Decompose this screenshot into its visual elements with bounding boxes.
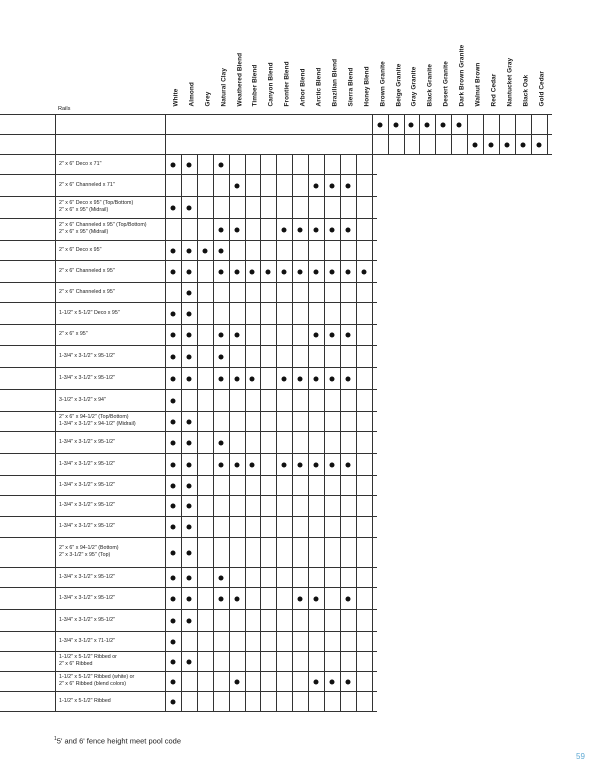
availability-dot <box>234 269 239 274</box>
table-row-divider <box>0 651 377 652</box>
availability-dot <box>186 290 191 295</box>
availability-dot <box>218 333 223 338</box>
grid-col-line <box>245 154 246 711</box>
color-header <box>404 0 420 114</box>
grid-col-line <box>324 154 325 711</box>
availability-dot <box>186 376 191 381</box>
availability-dot <box>329 376 334 381</box>
footnote-mark: 1 <box>54 736 57 742</box>
color-header-label: Nantucket Gray <box>506 57 514 107</box>
availability-dot <box>186 483 191 488</box>
availability-dot <box>170 618 175 623</box>
availability-dot <box>170 504 175 509</box>
availability-dot <box>314 183 319 188</box>
availability-dot <box>234 227 239 232</box>
rail-spec: 1-1/2" x 5-1/2" Ribbed or 2" x 6" Ribbed <box>59 654 117 667</box>
color-header <box>197 0 213 114</box>
color-header <box>419 0 435 114</box>
color-header-label: Red Cedar <box>490 73 498 107</box>
availability-dot <box>170 354 175 359</box>
color-header <box>308 0 324 114</box>
availability-dot <box>218 440 223 445</box>
table-row-divider <box>0 411 377 412</box>
color-header-label: Timber Blend <box>251 64 259 107</box>
availability-dot <box>298 376 303 381</box>
availability-dot <box>329 269 334 274</box>
table-row-divider <box>0 671 377 672</box>
rail-spec: 1-3/4" x 3-1/2" x 95-1/2" <box>59 460 115 467</box>
color-header-label: Natural Clay <box>220 68 228 107</box>
availability-dot <box>218 227 223 232</box>
color-header <box>356 0 372 114</box>
rail-column-border <box>55 114 56 154</box>
availability-dot <box>170 376 175 381</box>
availability-dot <box>425 123 430 128</box>
availability-dot <box>170 333 175 338</box>
availability-dot <box>186 162 191 167</box>
grid-col-line <box>531 114 532 154</box>
color-header <box>292 0 308 114</box>
availability-dot <box>234 376 239 381</box>
availability-dot <box>170 462 175 467</box>
table-row-divider <box>0 631 377 632</box>
grid-col-line <box>483 114 484 154</box>
color-header-label: Arbor Blend <box>299 68 307 107</box>
color-header <box>213 0 229 114</box>
color-header-label: Arctic Blend <box>315 67 323 107</box>
availability-dot <box>234 462 239 467</box>
rail-column-border <box>55 154 56 711</box>
availability-dot <box>170 679 175 684</box>
table-row-divider <box>0 367 377 368</box>
rail-spec: 2" x 6" Deco x 95" <box>59 246 102 253</box>
rail-spec: 1-1/2" x 5-1/2" Ribbed <box>59 697 111 704</box>
availability-dot <box>345 227 350 232</box>
rail-spec: 1-3/4" x 3-1/2" x 95-1/2" <box>59 438 115 445</box>
color-header <box>499 0 515 114</box>
table-row-divider <box>0 134 552 135</box>
availability-dot <box>186 419 191 424</box>
availability-dot <box>234 596 239 601</box>
table-row-divider <box>0 431 377 432</box>
color-header <box>388 0 404 114</box>
rail-spec: 1-3/4" x 3-1/2" x 95-1/2" <box>59 481 115 488</box>
availability-dot <box>218 575 223 580</box>
color-header <box>340 0 356 114</box>
availability-dot <box>282 227 287 232</box>
table-row-divider <box>0 282 377 283</box>
availability-dot <box>520 143 525 148</box>
table-row-divider <box>0 711 377 712</box>
grid-col-line <box>181 154 182 711</box>
rail-spec: 3-1/2" x 3-1/2" x 94" <box>59 396 106 403</box>
availability-dot <box>186 575 191 580</box>
availability-dot <box>345 183 350 188</box>
color-header-label: Canyon Blend <box>267 62 275 107</box>
table-row-divider <box>0 609 377 610</box>
rail-spec: 1-3/4" x 3-1/2" x 71-1/2" <box>59 637 115 644</box>
color-header <box>324 0 340 114</box>
availability-dot <box>186 440 191 445</box>
availability-dot <box>170 483 175 488</box>
availability-dot <box>186 333 191 338</box>
availability-dot <box>170 311 175 316</box>
color-header <box>165 0 181 114</box>
color-header-label: Desert Granite <box>442 61 450 107</box>
availability-dot <box>170 440 175 445</box>
page-number: 59 <box>576 752 585 761</box>
color-header-label: Dark Brown Granite <box>458 44 466 107</box>
availability-dot <box>298 596 303 601</box>
availability-dot <box>314 269 319 274</box>
grid-col-line <box>419 114 420 154</box>
availability-dot <box>298 462 303 467</box>
availability-dot <box>170 398 175 403</box>
availability-dot <box>409 123 414 128</box>
availability-dot <box>218 376 223 381</box>
grid-col-line <box>356 154 357 711</box>
table-row-divider <box>0 537 377 538</box>
table-row-divider <box>0 567 377 568</box>
rail-spec: 1-3/4" x 3-1/2" x 95-1/2" <box>59 594 115 601</box>
rail-spec: 2" x 6" x 94-1/2" (Top/Bottom) 1-3/4" x 3-1/2" x 94-1/2" (Midrail) <box>59 414 136 427</box>
table-row-divider <box>0 516 377 517</box>
color-header-label: Almond <box>188 82 196 107</box>
table-row-divider <box>0 475 377 476</box>
availability-dot <box>329 227 334 232</box>
availability-dot <box>361 269 366 274</box>
availability-dot <box>282 462 287 467</box>
grid-col-line <box>499 114 500 154</box>
availability-dot <box>345 596 350 601</box>
color-header <box>467 0 483 114</box>
availability-dot <box>314 376 319 381</box>
availability-dot <box>186 205 191 210</box>
availability-dot <box>170 269 175 274</box>
availability-dot <box>170 639 175 644</box>
rail-spec: 1-3/4" x 3-1/2" x 95-1/2" <box>59 573 115 580</box>
availability-dot <box>536 143 541 148</box>
rail-spec: 2" x 6" x 95" <box>59 331 88 337</box>
grid-col-line <box>229 154 230 711</box>
availability-dot <box>170 659 175 664</box>
rail-spec: 1-1/2" x 5-1/2" Deco x 95" <box>59 309 120 316</box>
color-header <box>260 0 276 114</box>
table-row-divider <box>0 196 377 197</box>
grid-col-line <box>372 154 373 711</box>
color-header <box>531 0 547 114</box>
color-header-label: Black Oak <box>522 74 530 107</box>
availability-dot <box>218 596 223 601</box>
color-header <box>451 0 467 114</box>
rail-spec: 1-3/4" x 3-1/2" x 95-1/2" <box>59 616 115 623</box>
color-header-label: Brown Granite <box>379 61 387 107</box>
grid-col-line <box>547 114 548 154</box>
color-header <box>181 0 197 114</box>
availability-dot <box>250 376 255 381</box>
rail-spec: 1-3/4" x 3-1/2" x 95-1/2" <box>59 502 115 508</box>
color-header <box>372 0 388 114</box>
footnote <box>54 736 181 746</box>
availability-dot <box>441 123 446 128</box>
availability-dot <box>345 376 350 381</box>
color-header-label: Weathered Blend <box>236 52 244 107</box>
rail-spec: 2" x 6" Deco x 95" (Top/Bottom) 2" x 6" x 95" (Midrail) <box>59 200 134 213</box>
table-row-divider <box>0 324 377 325</box>
availability-dot <box>202 248 207 253</box>
table-row-divider <box>0 302 377 303</box>
color-header-label: Gold Cedar <box>538 71 546 107</box>
availability-dot <box>314 462 319 467</box>
availability-dot <box>186 596 191 601</box>
grid-col-line <box>165 154 166 711</box>
color-header-label: Honey Blend <box>363 66 371 107</box>
availability-dot <box>329 462 334 467</box>
availability-dot <box>473 143 478 148</box>
table-row-divider <box>0 587 377 588</box>
rail-spec: 2" x 6" Channeled x 95" <box>59 267 115 274</box>
availability-dot <box>345 333 350 338</box>
color-header-label: Beige Granite <box>395 63 403 107</box>
table-row-divider <box>0 389 377 390</box>
rail-spec: 2" x 6" Deco x 71" <box>59 160 102 167</box>
rail-spec: 1-3/4" x 3-1/2" x 95-1/2" <box>59 352 115 359</box>
availability-dot <box>457 123 462 128</box>
availability-dot <box>186 525 191 530</box>
availability-dot <box>234 183 239 188</box>
color-header-label: Sierra Blend <box>347 67 355 107</box>
table-row-divider <box>0 691 377 692</box>
availability-dot <box>314 227 319 232</box>
grid-col-line <box>276 154 277 711</box>
rail-spec: 2" x 6" x 94-1/2" (Bottom) 2" x 3-1/2" x 95" (Top) <box>59 545 119 558</box>
grid-col-line <box>340 154 341 711</box>
rail-spec: 1-3/4" x 3-1/2" x 95-1/2" <box>59 374 115 381</box>
grid-col-line <box>515 114 516 154</box>
rails-column-header: Rails <box>58 106 71 112</box>
table-row-divider <box>0 453 377 454</box>
availability-dot <box>329 333 334 338</box>
color-header-label: Gray Granite <box>410 66 418 107</box>
rail-spec: 2" x 6" Channeled x 95" <box>59 288 115 295</box>
availability-dot <box>218 162 223 167</box>
rail-spec: 2" x 6" Channeled x 95" (Top/Bottom) 2" x 6" x 95" (Midrail) <box>59 222 147 235</box>
grid-col-line <box>213 154 214 711</box>
table-row-divider <box>0 345 377 346</box>
availability-dot <box>170 596 175 601</box>
rail-spec: 1-1/2" x 5-1/2" Ribbed (white) or 2" x 6" Ribbed (blend colors) <box>59 674 135 687</box>
availability-dot <box>314 679 319 684</box>
color-header-label: Black Granite <box>426 63 434 107</box>
grid-col-line <box>435 114 436 154</box>
availability-dot <box>218 269 223 274</box>
availability-dot <box>345 462 350 467</box>
availability-dot <box>329 679 334 684</box>
color-header-label: Grey <box>204 91 212 107</box>
grid-col-line <box>404 114 405 154</box>
availability-dot <box>329 183 334 188</box>
footnote-text: 5' and 6' fence height meet pool code <box>56 736 181 746</box>
color-header-label: Walnut Brown <box>474 62 482 107</box>
availability-dot <box>218 354 223 359</box>
rail-column-border <box>165 114 166 154</box>
grid-col-line <box>292 154 293 711</box>
availability-dot <box>186 550 191 555</box>
availability-dot <box>186 618 191 623</box>
availability-dot <box>282 376 287 381</box>
availability-dot <box>186 462 191 467</box>
rail-spec: 1-3/4" x 3-1/2" x 95-1/2" <box>59 523 115 529</box>
availability-dot <box>488 143 493 148</box>
grid-col-line <box>308 154 309 711</box>
grid-col-line <box>372 114 373 154</box>
color-header <box>435 0 451 114</box>
availability-dot <box>345 269 350 274</box>
availability-dot <box>298 269 303 274</box>
availability-dot <box>250 269 255 274</box>
availability-dot <box>314 596 319 601</box>
availability-dot <box>170 205 175 210</box>
availability-dot <box>170 550 175 555</box>
color-header-label: White <box>172 88 180 107</box>
table-top-border <box>0 114 552 115</box>
availability-dot <box>298 227 303 232</box>
availability-dot <box>393 123 398 128</box>
grid-col-line <box>388 114 389 154</box>
availability-dot <box>282 269 287 274</box>
rail-spec: 2" x 6" Channeled x 71" <box>59 181 115 188</box>
grid-col-line <box>451 114 452 154</box>
grid-col-line <box>197 154 198 711</box>
color-header <box>245 0 261 114</box>
table-row-divider <box>0 240 377 241</box>
availability-dot <box>170 162 175 167</box>
availability-dot <box>186 504 191 509</box>
availability-dot <box>218 248 223 253</box>
color-header <box>483 0 499 114</box>
availability-dot <box>186 269 191 274</box>
availability-dot <box>218 462 223 467</box>
color-header <box>229 0 245 114</box>
grid-col-line <box>260 154 261 711</box>
availability-dot <box>314 333 319 338</box>
grid-col-line <box>467 114 468 154</box>
color-header-label: Brazilian Blend <box>331 58 339 107</box>
availability-dot <box>186 354 191 359</box>
availability-dot <box>504 143 509 148</box>
availability-dot <box>170 419 175 424</box>
color-header-label: Frontier Blend <box>283 61 291 107</box>
availability-dot <box>186 311 191 316</box>
availability-dot <box>345 679 350 684</box>
availability-dot <box>234 679 239 684</box>
availability-dot <box>377 123 382 128</box>
availability-dot <box>186 659 191 664</box>
availability-dot <box>170 248 175 253</box>
availability-dot <box>266 269 271 274</box>
table-row-divider <box>0 495 377 496</box>
availability-dot <box>170 575 175 580</box>
color-header <box>276 0 292 114</box>
table-row-divider <box>0 260 377 261</box>
availability-dot <box>234 333 239 338</box>
availability-dot <box>170 699 175 704</box>
availability-dot <box>250 462 255 467</box>
table-row-divider <box>0 174 377 175</box>
availability-dot <box>170 525 175 530</box>
availability-dot <box>186 248 191 253</box>
color-header <box>515 0 531 114</box>
table-row-divider <box>0 218 377 219</box>
